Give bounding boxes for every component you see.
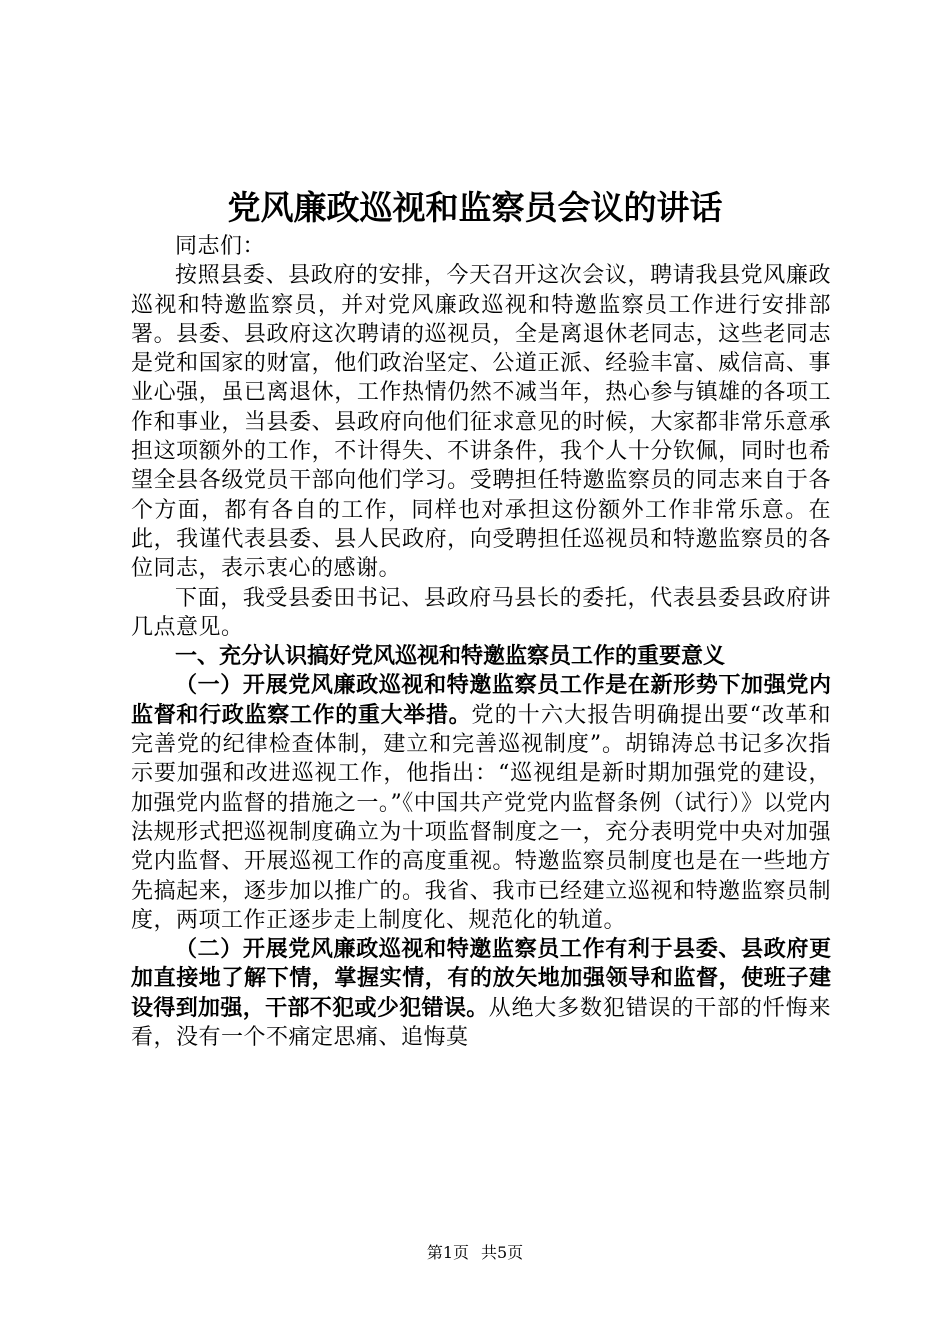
subsection-2 — [131, 935, 831, 1052]
salutation: 同志们： — [175, 234, 266, 259]
document-body — [131, 232, 831, 1052]
paragraph-intro: 按照县委、县政府的安排，今天召开这次会议，聘请我县党风廉政巡视和特邀监察员，并对党风廉政巡视和特邀监察员工作进行安排部署。县委、县政府这次聘请的巡视员，全是离退休老同志，这些老同志是党和国家的财富，他们政治坚定、公道正派、经验丰富、威信高、事业心强，虽已离退休，工作热情仍然不减当年，热心参与镇雄的各项工作和事业，当县委、县政府向他们征求意见的时候，大家都非常乐意承担这项额外的工作，不计得失、不讲条件，我个人十分钦佩，同时也希望全县各级党员干部向他们学习。受聘担任特邀监察员的同志来自于各个方面，都有各自的工作，同样也对承担这份额外工作非常乐意。在此，我谨代表县委、县人民政府，向受聘担任巡视员和特邀监察员的各位同志，表示衷心的感谢。 — [131, 263, 831, 582]
page-total: 共5页 — [481, 1243, 524, 1262]
page-number: 第1页 — [426, 1243, 469, 1262]
document-title: 党风廉政巡视和监察员会议的讲话 — [227, 188, 723, 227]
subsection-2-text: 从绝大多数犯错误的干部的忏悔来看，没有一个不痛定思痛、追悔莫 — [131, 995, 831, 1051]
paragraph-delegation: 下面，我受县委田书记、县政府马县长的委托，代表县委县政府讲几点意见。 — [131, 585, 831, 640]
subsection-2-lead: （二）开展党风廉政巡视和特邀监察员工作有利于县委、县政府更加直接地了解下情，掌握实情，有的放矢地加强领导和监督，使班子建设得到加强，干部不犯或少犯错误。 — [131, 937, 831, 1021]
subsection-1-text: 党的十六大报告明确提出要“改革和完善党的纪律检查体制，建立和完善巡视制度”。胡锦涛总书记多次指示要加强和改进巡视工作，他指出：“巡视组是新时期加强党的建设，加强党内监督的措施之一。”《中国共产党党内监督条例（试行）》以党内法规形式把巡视制度确立为十项监督制度之一，充分表明党中央对加强党内监督、开展巡视工作的高度重视。特邀监察员制度也是在一些地方先搞起来，逐步加以推广的。我省、我市已经建立巡视和特邀监察员制度，两项工作正逐步走上制度化、规范化的轨道。 — [131, 702, 831, 933]
subsection-1 — [131, 671, 831, 935]
section-heading-1: 一、充分认识搞好党风巡视和特邀监察员工作的重要意义 — [175, 644, 726, 670]
subsection-1-lead: （一）开展党风廉政巡视和特邀监察员工作是在新形势下加强党内监督和行政监察工作的重大举措。 — [131, 673, 831, 728]
page-footer — [0, 1243, 950, 1263]
